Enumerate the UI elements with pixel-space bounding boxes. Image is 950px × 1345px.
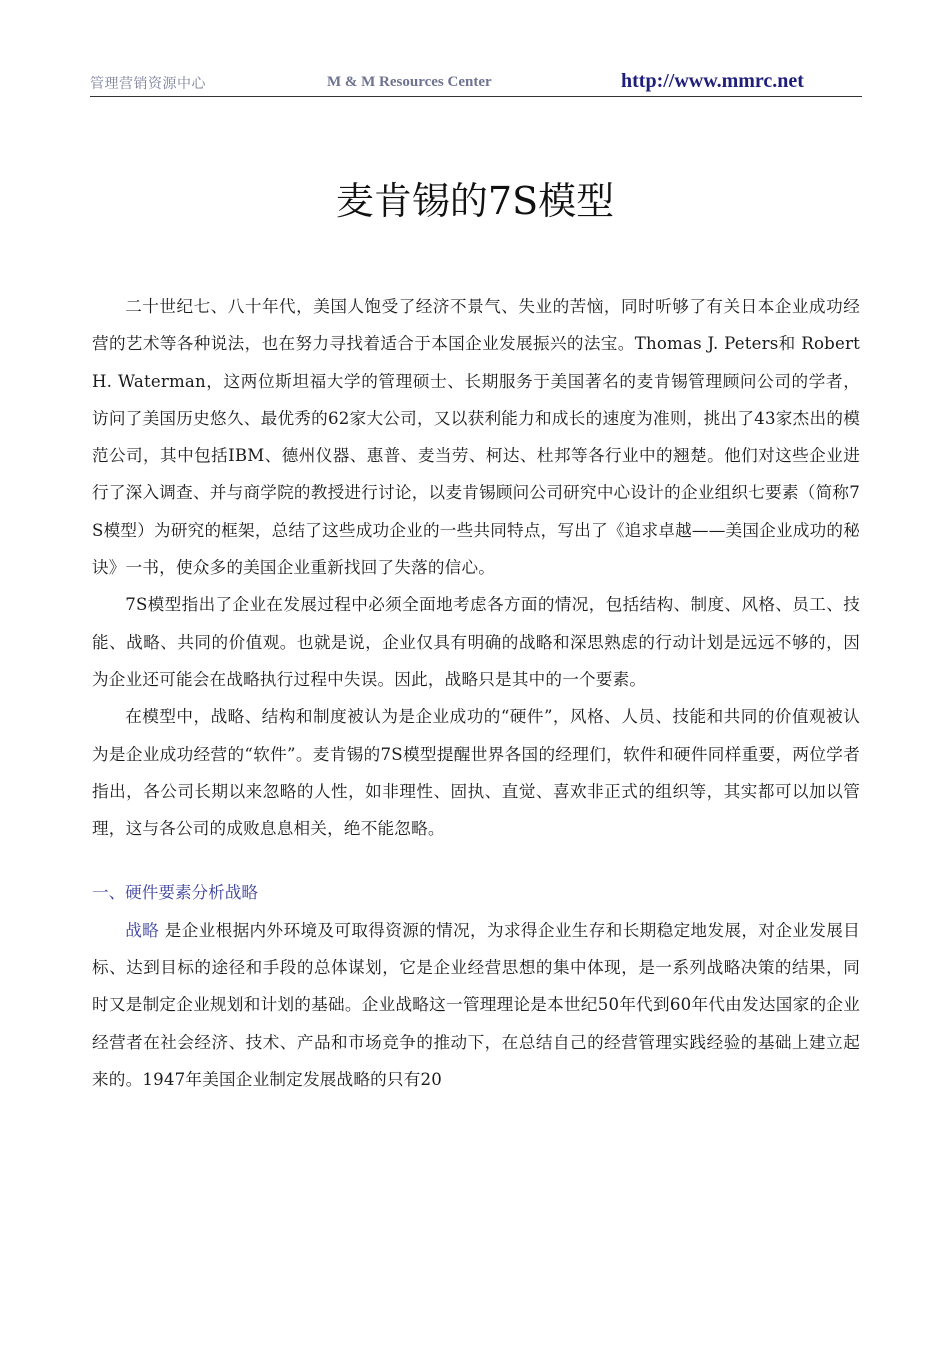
paragraph-strategy-text: 是企业根据内外环境及可取得资源的情况，为求得企业生存和长期稳定地发展，对企业发展目标、达到目标的途径和手段的总体谋划，它是企业经营思想的集中体现，是一系列战略决策的结果，同时又是制定企业规划和计划的基础。企业战略这一管理理论是本世纪50年代到60年代由发达国家的企业经营者在社会经济、技术、产品和市场竞争的推动下，在总结自己的经营管理实践经验的基础上建立起来的。1947年美国企业制定发展战略的只有20 <box>92 920 860 1089</box>
header-website-link[interactable]: http://www.mmrc.net <box>621 70 804 92</box>
header-org-english-name: M & M Resources Center <box>327 74 492 90</box>
page-header <box>90 70 862 97</box>
paragraph-7s-overview: 7S模型指出了企业在发展过程中必须全面地考虑各方面的情况，包括结构、制度、风格、员工、技能、战略、共同的价值观。也就是说，企业仅具有明确的战略和深思熟虑的行动计划是远远不够的，因为企业还可能会在战略执行过程中失误。因此，战略只是其中的一个要素。 <box>92 595 860 689</box>
section-heading-hardware: 一、硬件要素分析战略 <box>92 883 258 903</box>
paragraph-hardware-software: 在模型中，战略、结构和制度被认为是企业成功的“硬件”，风格、人员、技能和共同的价值观被认为是企业成功经营的“软件”。麦肯锡的7S模型提醒世界各国的经理们，软件和硬件同样重要，两位学者指出，各公司长期以来忽略的人性，如非理性、固执、直觉、喜欢非正式的组织等，其实都可以加以管理，这与各公司的成败息息相关，绝不能忽略。 <box>92 707 860 839</box>
page-title: 麦肯锡的7S模型 <box>335 179 615 223</box>
term-strategy: 战略 <box>125 920 160 940</box>
header-org-name: 管理营销资源中心 <box>90 76 206 92</box>
paragraph-strategy <box>92 912 860 1098</box>
paragraph-intro: 二十世纪七、八十年代，美国人饱受了经济不景气、失业的苦恼，同时听够了有关日本企业成功经营的艺术等各种说法，也在努力寻找着适合于本国企业发展振兴的法宝。Thomas J. Peters和 Robert H. Waterman，这两位斯坦福大学的管理硕士、长期服务于美国著名的麦肯锡管理顾问公司的学者，访问了美国历史悠久、最优秀的62家大公司，又以获利能力和成长的速度为准则，挑出了43家杰出的模范公司，其中包括IBM、德州仪器、惠普、麦当劳、柯达、杜邦等各行业中的翘楚。他们对这些企业进行了深入调查、并与商学院的教授进行讨论，以麦肯锡顾问公司研究中心设计的企业组织七要素（简称7S模型）为研究的框架，总结了这些成功企业的一些共同特点，写出了《追求卓越——美国企业成功的秘诀》一书，使众多的美国企业重新找回了失落的信心。 <box>92 297 860 578</box>
article-body <box>92 288 860 1098</box>
